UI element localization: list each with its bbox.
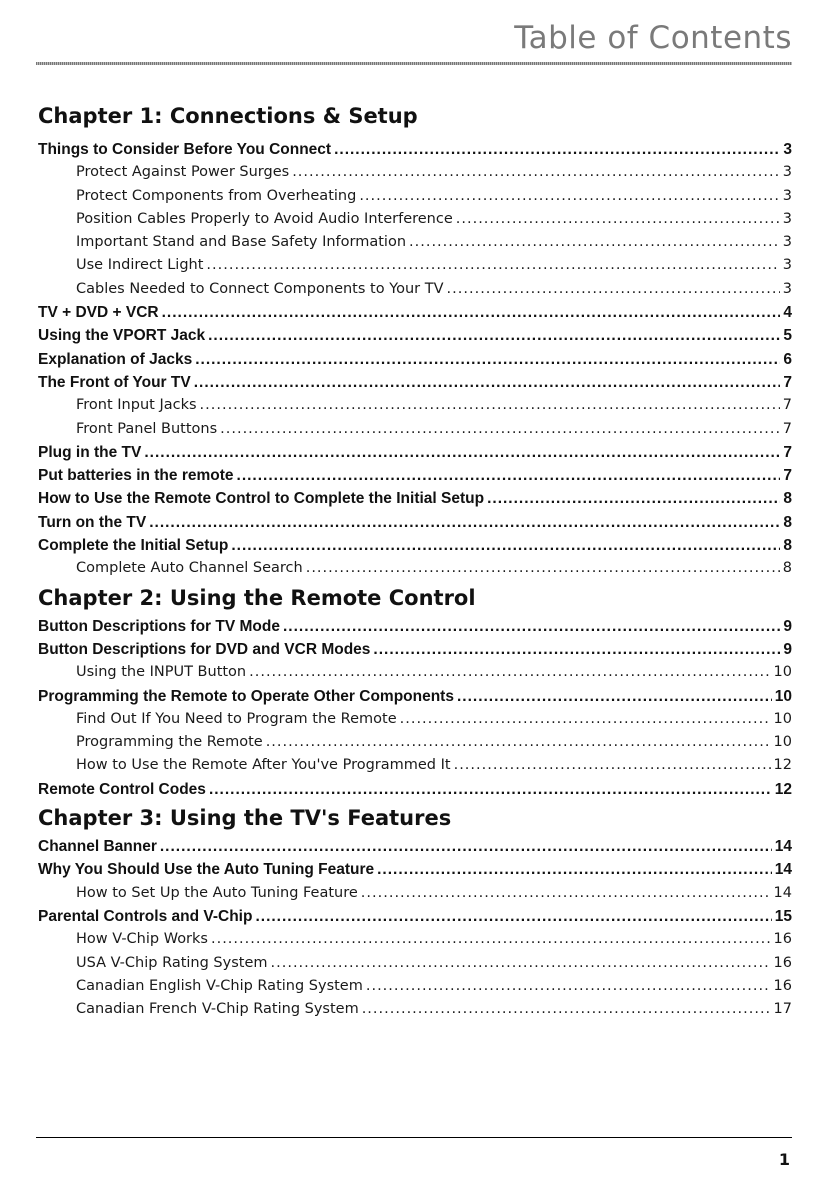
toc-entry-label: Find Out If You Need to Program the Remote	[76, 710, 397, 727]
toc-page-number: 7	[783, 443, 792, 461]
dot-leader	[237, 464, 781, 487]
toc-subsection-entry[interactable]	[38, 557, 792, 580]
toc-entry-label: Canadian English V-Chip Rating System	[76, 977, 363, 994]
toc-entry-label: Cables Needed to Connect Components to Your TV	[76, 280, 444, 297]
toc-entry-label: Turn on the TV	[38, 513, 147, 531]
header-divider	[36, 62, 792, 65]
toc-subsection-entry[interactable]	[38, 975, 792, 998]
toc-section-entry[interactable]	[38, 685, 792, 708]
toc-section-entry[interactable]	[38, 324, 792, 347]
dot-leader	[255, 905, 771, 928]
toc-page-number: 6	[783, 350, 792, 368]
dot-leader	[195, 348, 780, 371]
toc-page-number: 3	[782, 234, 792, 251]
toc-entry-label: Protect Against Power Surges	[76, 164, 290, 181]
toc-page-number: 3	[782, 280, 792, 297]
toc-page-number: 7	[782, 420, 792, 437]
page-title: Table of Contents	[514, 20, 792, 56]
chapter-heading: Chapter 3: Using the TV's Features	[38, 806, 452, 831]
toc-page-number: 12	[774, 780, 792, 798]
dot-leader	[457, 685, 772, 708]
toc-page-number: 14	[774, 861, 792, 879]
toc-page-number: 3	[782, 257, 792, 274]
toc-section-entry[interactable]	[38, 778, 792, 801]
toc-section-entry[interactable]	[38, 534, 792, 557]
dot-leader	[400, 708, 771, 731]
toc-entry-label: Channel Banner	[38, 838, 157, 856]
dot-leader	[160, 835, 772, 858]
toc-entry-label: Button Descriptions for DVD and VCR Modes	[38, 640, 371, 658]
toc-page-number: 16	[773, 931, 792, 948]
dot-leader	[144, 441, 780, 464]
toc-page-number: 10	[773, 664, 792, 681]
toc-entry-label: Canadian French V-Chip Rating System	[76, 1001, 359, 1018]
toc-entry-label: TV + DVD + VCR	[38, 304, 159, 322]
toc-entry-label: Programming the Remote to Operate Other Components	[38, 687, 454, 705]
toc-section-entry[interactable]	[38, 487, 792, 510]
dot-leader	[194, 371, 781, 394]
toc-entry-label: Front Panel Buttons	[76, 420, 218, 437]
toc-page-number: 3	[782, 187, 792, 204]
toc-entry-label: How to Set Up the Auto Tuning Feature	[76, 884, 358, 901]
dot-leader	[200, 394, 780, 417]
toc-entry-label: Explanation of Jacks	[38, 350, 193, 368]
toc-page-number: 8	[782, 560, 792, 577]
toc-entry-label: Position Cables Properly to Avoid Audio Interference	[76, 210, 453, 227]
dot-leader	[283, 615, 780, 638]
dot-leader	[361, 882, 771, 905]
toc-subsection-entry[interactable]	[38, 708, 792, 731]
toc-page-number: 7	[783, 373, 792, 391]
footer-divider	[36, 1137, 792, 1138]
dot-leader	[208, 324, 780, 347]
toc-section-entry[interactable]	[38, 301, 792, 324]
dot-leader	[456, 208, 780, 231]
dot-leader	[249, 661, 770, 684]
toc-page-number: 4	[783, 304, 792, 322]
toc-page-number: 8	[783, 537, 792, 555]
toc-entry-label: Why You Should Use the Auto Tuning Feature	[38, 861, 375, 879]
toc-section-entry[interactable]	[38, 835, 792, 858]
toc-page-number: 14	[774, 838, 792, 856]
toc-page-number: 10	[774, 687, 792, 705]
toc-page-number: 7	[783, 467, 792, 485]
toc-entry-label: Remote Control Codes	[38, 780, 206, 798]
dot-leader	[377, 858, 772, 881]
toc-entry-label: Protect Components from Overheating	[76, 187, 357, 204]
toc-subsection-entry[interactable]	[38, 161, 792, 184]
toc-entry-label: Using the VPORT Jack	[38, 327, 206, 345]
toc-section-entry[interactable]	[38, 905, 792, 928]
dot-leader	[447, 278, 780, 301]
toc-page-number: 8	[783, 490, 792, 508]
toc-page-number: 16	[773, 977, 792, 994]
toc-entry-label: Plug in the TV	[38, 443, 142, 461]
toc-entry-label: Complete Auto Channel Search	[76, 560, 303, 577]
toc-section-entry[interactable]	[38, 615, 792, 638]
toc-entry-label: Button Descriptions for TV Mode	[38, 617, 280, 635]
toc-entry-label: The Front of Your TV	[38, 373, 191, 391]
toc-section-entry[interactable]	[38, 858, 792, 881]
dot-leader	[487, 487, 780, 510]
toc-section-entry[interactable]	[38, 441, 792, 464]
toc-subsection-entry[interactable]	[38, 231, 792, 254]
toc-entry-label: Programming the Remote	[76, 734, 263, 751]
toc-page-number: 14	[773, 884, 792, 901]
dot-leader	[211, 928, 771, 951]
toc-page-number: 10	[773, 734, 792, 751]
toc-subsection-entry[interactable]	[38, 998, 792, 1021]
toc-page-number: 3	[782, 210, 792, 227]
toc-subsection-entry[interactable]	[38, 394, 792, 417]
toc-entry-label: How V-Chip Works	[76, 931, 208, 948]
toc-entry-label: Using the INPUT Button	[76, 664, 247, 681]
toc-entry-label: Use Indirect Light	[76, 257, 204, 274]
dot-leader	[231, 534, 780, 557]
chapter-heading: Chapter 1: Connections & Setup	[38, 104, 418, 128]
toc-entry-label: How to Use the Remote Control to Complete the Initial Setup	[38, 490, 485, 508]
toc-subsection-entry[interactable]	[38, 928, 792, 951]
toc-entry-label: Complete the Initial Setup	[38, 537, 229, 555]
toc-subsection-entry[interactable]	[38, 278, 792, 301]
dot-leader	[271, 952, 771, 975]
toc-entry-label: Parental Controls and V-Chip	[38, 907, 253, 925]
toc-page-number: 9	[783, 640, 792, 658]
toc-entry-label: Put batteries in the remote	[38, 467, 234, 485]
toc-section-entry[interactable]	[38, 464, 792, 487]
dot-leader	[162, 301, 781, 324]
toc-page-number: 9	[783, 617, 792, 635]
toc-page-number: 3	[782, 164, 792, 181]
toc-subsection-entry[interactable]	[38, 185, 792, 208]
toc-section-entry[interactable]	[38, 348, 792, 371]
dot-leader	[306, 557, 780, 580]
dot-leader	[220, 418, 780, 441]
dot-leader	[149, 511, 780, 534]
toc-subsection-entry[interactable]	[38, 418, 792, 441]
toc-subsection-entry[interactable]	[38, 661, 792, 684]
toc-subsection-entry[interactable]	[38, 754, 792, 777]
toc-page-number: 5	[783, 327, 792, 345]
dot-leader	[366, 975, 771, 998]
dot-leader	[362, 998, 771, 1021]
chapter-heading: Chapter 2: Using the Remote Control	[38, 585, 476, 610]
dot-leader	[373, 638, 780, 661]
dot-leader	[359, 185, 779, 208]
toc-section-entry[interactable]	[38, 138, 792, 161]
toc-page-number: 3	[783, 141, 792, 158]
dot-leader	[334, 138, 780, 161]
toc-page-number: 17	[773, 1001, 792, 1018]
toc-subsection-entry[interactable]	[38, 882, 792, 905]
dot-leader	[266, 731, 771, 754]
dot-leader	[209, 778, 772, 801]
toc-subsection-entry[interactable]	[38, 254, 792, 277]
toc-entry-label: Important Stand and Base Safety Information	[76, 234, 407, 251]
toc-page-number: 8	[783, 513, 792, 531]
toc-entry-label: Front Input Jacks	[76, 397, 197, 414]
toc-entry-label: USA V-Chip Rating System	[76, 954, 268, 971]
toc-page-number: 15	[774, 907, 792, 925]
page-number: 1	[778, 1150, 790, 1169]
dot-leader	[292, 161, 780, 184]
toc-page-number: 10	[773, 710, 792, 727]
toc-section-entry[interactable]	[38, 638, 792, 661]
dot-leader	[206, 254, 779, 277]
dot-leader	[409, 231, 780, 254]
toc-subsection-entry[interactable]	[38, 208, 792, 231]
toc-page-number: 7	[782, 397, 792, 414]
toc-section-entry[interactable]	[38, 511, 792, 534]
toc-entry-label: How to Use the Remote After You've Programmed It	[76, 757, 451, 774]
toc-subsection-entry[interactable]	[38, 952, 792, 975]
toc-entry-label: Things to Consider Before You Connect	[38, 141, 332, 158]
toc-subsection-entry[interactable]	[38, 731, 792, 754]
toc-page-number: 16	[773, 954, 792, 971]
table-of-contents	[38, 100, 792, 1021]
toc-section-entry[interactable]	[38, 371, 792, 394]
toc-page-number: 12	[773, 757, 792, 774]
dot-leader	[454, 754, 771, 777]
